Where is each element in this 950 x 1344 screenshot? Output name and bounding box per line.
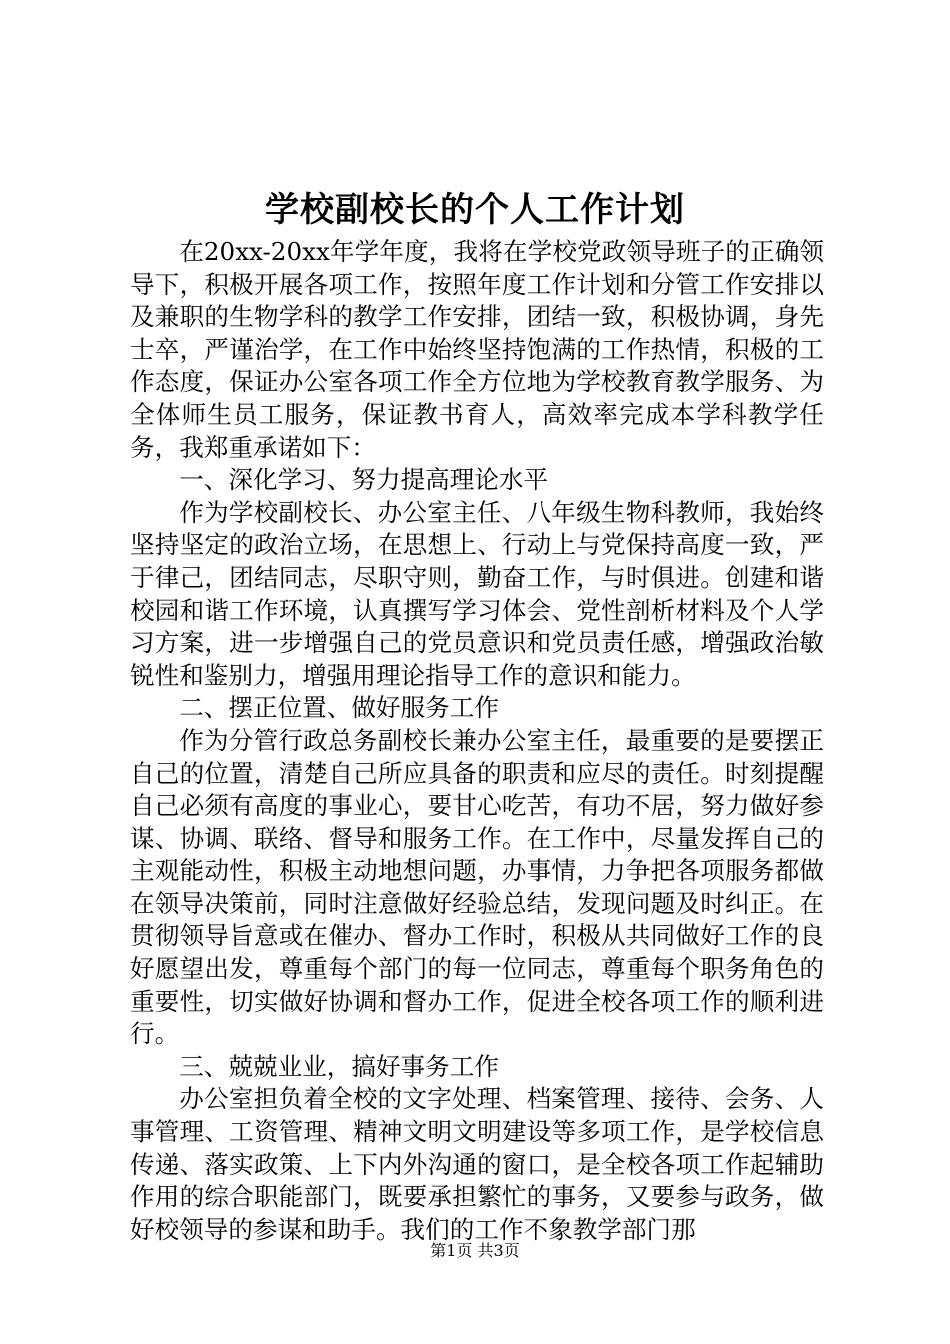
page-footer: 第1页 共3页 xyxy=(430,1241,520,1260)
paragraph-section-3: 办公室担负着全校的文字处理、档案管理、接待、会务、人事管理、工资管理、精神文明文明建设等多项工作，是学校信息传递、落实政策、上下内外沟通的窗口，是全校各项工作起辅助作用的综合职能部门，既要承担繁忙的事务，又要参与政务，做好校领导的参谋和助手。我们的工作不象教学部门那 xyxy=(130,1084,824,1244)
document-body xyxy=(130,236,824,1246)
section-heading-1: 一、深化学习、努力提高理论水平 xyxy=(179,465,549,495)
paragraph-intro: 在20xx-20xx年学年度，我将在学校党政领导班子的正确领导下，积极开展各项工作，按照年度工作计划和分管工作安排以及兼职的生物学科的教学工作安排，团结一致，积极协调，身先士卒，严谨治学，在工作中始终坚持饱满的工作热情，积极的工作态度，保证办公室各项工作全方位地为学校教育教学服务、为全体师生员工服务，保证教书育人，高效率完成本学科教学任务，我郑重承诺如下： xyxy=(130,237,824,462)
paragraph-section-1: 作为学校副校长、办公室主任、八年级生物科教师，我始终坚持坚定的政治立场，在思想上、行动上与党保持高度一致，严于律己，团结同志，尽职守则，勤奋工作，与时俱进。创建和谐校园和谐工作环境，认真撰写学习体会、党性剖析材料及个人学习方案，进一步增强自己的党员意识和党员责任感，增强政治敏锐性和鉴别力，增强用理论指导工作的意识和能力。 xyxy=(130,497,824,690)
document-title: 学校副校长的个人工作计划 xyxy=(265,190,685,230)
section-heading-2: 二、摆正位置、做好服务工作 xyxy=(179,693,499,723)
paragraph-section-2: 作为分管行政总务副校长兼办公室主任，最重要的是要摆正自己的位置，清楚自己所应具备的职责和应尽的责任。时刻提醒自己必须有高度的事业心，要甘心吃苦，有功不居，努力做好参谋、协调、联络、督导和服务工作。在工作中，尽量发挥自己的主观能动性，积极主动地想问题，办事情，力争把各项服务都做在领导决策前，同时注意做好经验总结，发现问题及时纠正。在贯彻领导旨意或在催办、督办工作时，积极从共同做好工作的良好愿望出发，尊重每个部门的每一位同志，尊重每个职务角色的重要性，切实做好协调和督办工作，促进全校各项工作的顺利进行。 xyxy=(130,725,824,1049)
section-heading-3: 三、兢兢业业，搞好事务工作 xyxy=(179,1051,499,1081)
